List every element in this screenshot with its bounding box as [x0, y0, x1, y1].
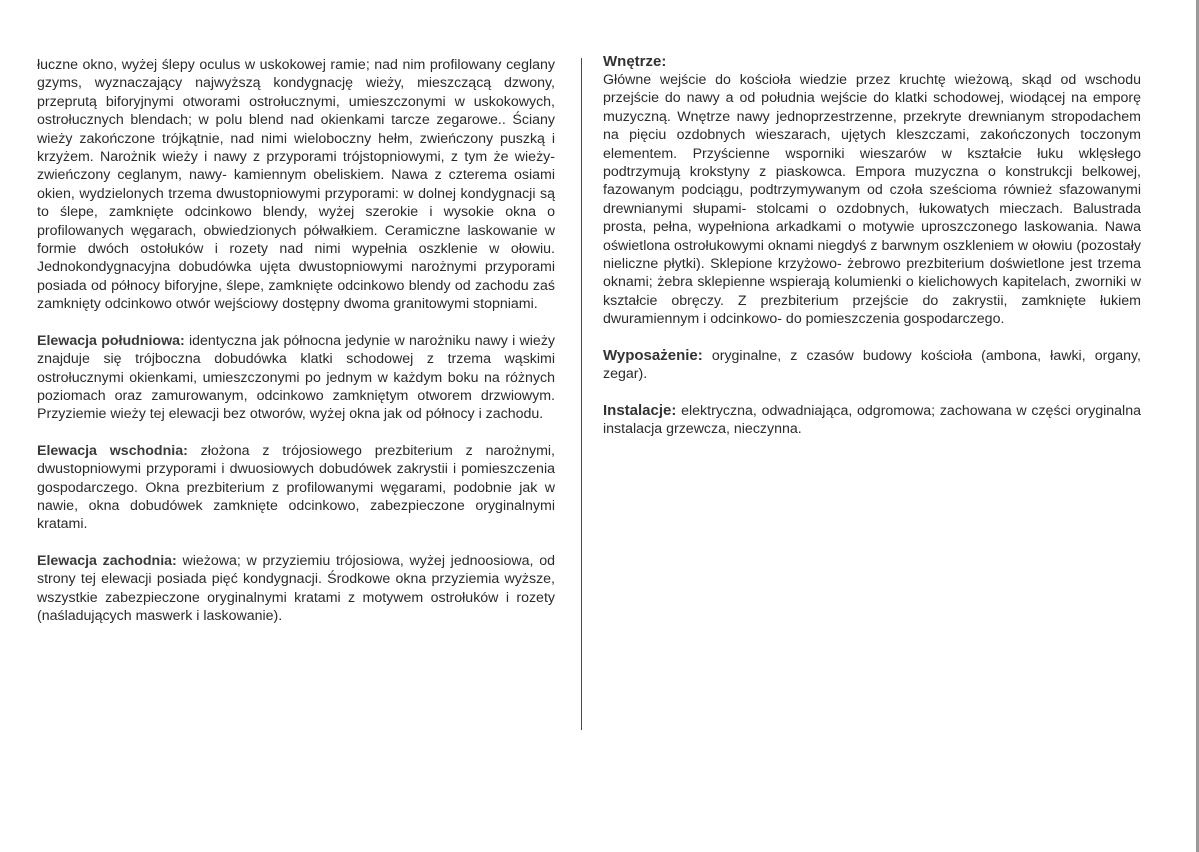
equipment-text: oryginalne, z czasów budowy kościoła (ambona, ławki, organy, zegar).: [603, 347, 1141, 383]
west-elevation-text: wieżowa; w przyziemiu trójosiowa, wyżej jednoosiowa, od strony tej elewacji posiada pięć kondygnacji. Środkowe okna przyziemia wyższe, wszystkie zabezpieczone oryginalnymi kratami z motywem ostrołuków i rozety (naśladujących maswerk i laskowanie).: [37, 552, 555, 624]
south-elevation-heading: Elewacja południowa:: [37, 332, 185, 349]
installations-paragraph: [603, 402, 1141, 439]
south-elevation-text: identyczna jak północna jedynie w narożniku nawy i wieży znajduje się trójboczna dobudówka klatki schodowej z trzema wąskimi ostrołucznymi okienkami, umieszczonymi po jednym w każdym boku na różnych poziomach oraz zamurowanym, odcinkowo zamkniętym otworem drzwiowym. Przyziemie wieży tej elewacji bez otworów, wyżej okna jak od północy i zachodu.: [37, 332, 556, 423]
equipment-paragraph: [603, 347, 1141, 384]
west-elevation-paragraph: [37, 552, 555, 626]
east-elevation-heading: Elewacja wschodnia:: [37, 442, 188, 459]
interior-text: Główne wejście do kościoła wiedzie przez kruchtę wieżową, skąd od wschodu przejście do nawy a od południa wejście do klatki schodowej, wiodącej na emporę muzyczną. Wnętrze nawy jednoprzestrzenne, przekryte drewnianym stropodachem na pięciu ozdobnych wieszarach, ujętych kleszczami, zakończonych toczonym elementem. Przyścienne wsporniki wieszarów w kształcie łuku wklęsłego podtrzymują krokstyny z piaskowca. Empora muzyczna o konstrukcji belkowej, fazowanym podciągu, podtrzymywanym od czoła sześcioma również sfazowanymi drewnianymi słupami- stolcami o ozdobnych, łukowatych mieczach. Balustrada prosta, pełna, wypełniona arkadkami o motywie uproszczonego laskowania. Nawa oświetlona ostrołukowymi oknami niegdyś z barwnym oszkleniem w ołowiu (pozostały nieliczne płytki). Sklepione krzyżowo- żebrowo prezbiterium doświetlone jest trzema oknami; żebra sklepienne wspierają kolumienki o kielichowych kapitelach, zworniki w kształcie obręczy. Z prezbiterium przejście do zakrystii, zamknięte łukiem dwuramiennym i odcinkowo- do pomieszczenia gospodarczego.: [603, 72, 1141, 328]
equipment-heading: Wyposażenie:: [603, 346, 703, 364]
installations-heading: Instalacje:: [603, 401, 677, 419]
east-elevation-paragraph: [37, 442, 555, 534]
left-column: [37, 56, 555, 643]
south-elevation-paragraph: [37, 332, 555, 424]
installations-text: elektryczna, odwadniająca, odgromowa; zachowana w części oryginalna instalacja grzewcza, nieczynna.: [603, 402, 1141, 437]
east-elevation-text: złożona z trójosiowego prezbiterium z narożnymi, dwustopniowymi przyporami i dwuosiowych dobudówek zakrystii i pomieszczenia gospodarczego. Okna prezbiterium z profilowanymi węgarami, podobnie jak w nawie, okna dobudówek zamknięte odcinkowo, zabezpieczone oryginalnymi kratami.: [37, 442, 555, 533]
right-column: [603, 53, 1141, 456]
west-elevation-heading: Elewacja zachodnia:: [37, 552, 177, 569]
interior-heading: Wnętrze:: [603, 53, 667, 70]
interior-paragraph: [603, 53, 1141, 329]
intro-text: łuczne okno, wyżej ślepy oculus w uskokowej ramie; nad nim profilowany ceglany gzyms, wyznaczający najwyższą kondygnację wieży, mieszczącą dzwony, przeprutą biforyjnymi otworami ostrołucznymi, umieszczonymi w uskokowych, ostrołucznych blendach; w polu blend nad okienkami tarcze zegarowe.. Ściany wieży zakończone trójkątnie, nad nimi wieloboczny hełm, zwieńczony puszką i krzyżem. Narożnik wieży i nawy z przyporami trójstopniowymi, z tym że wieży- zwieńczony ceglanym, nawy- kamiennym obeliskiem. Nawa z czterema osiami okien, wydzielonych trzema dwustopniowymi przyporami: w dolnej kondygnacji są to ślepe, zamknięte odcinkowo blendy, wyżej szerokie i wysokie okna o profilowanych węgarach, obwiedzionych półwałkiem. Ceramiczne laskowanie w formie dwóch ostołuków i rozety nad nimi wypełnia oszklenie w ołowiu. Jednokondygnacyjna dobudówka ujęta dwustopniowymi narożnymi przyporami posiada od północy biforyjne, ślepe, zamknięte odcinkowo blendy od zachodu zaś zamknięty odcinkowo otwór wejściowy dostępny dwoma granitowymi stopniami.: [37, 57, 555, 313]
column-divider: [581, 58, 582, 730]
intro-paragraph: [37, 56, 555, 314]
